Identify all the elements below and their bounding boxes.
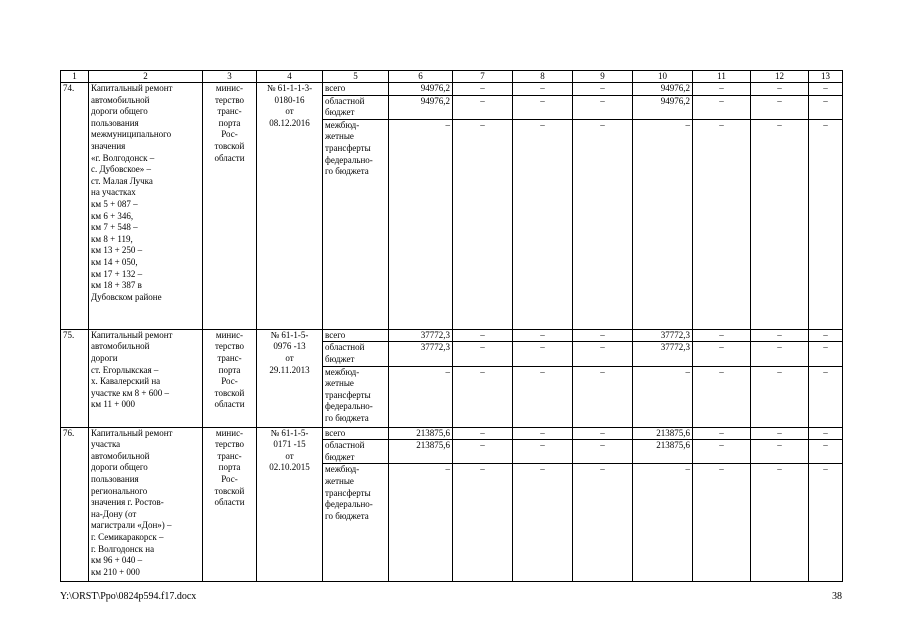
- funding-source: межбюд- жетные трансферты федерально- го бюджета: [323, 464, 389, 582]
- header-cell-8: 8: [513, 71, 573, 83]
- header-cell-4: 4: [257, 71, 323, 83]
- object-name: Капитальный ремонт участка автомобильной дороги общего пользования регионального значения г. Ростов- на-Дону (от магистрали «Дон») – г. Семикаракорск – г. Волгодонск на км 96 + 040 – км 210 + 000: [89, 427, 203, 582]
- amount-cell: –: [513, 464, 573, 582]
- amount-cell: –: [573, 342, 633, 366]
- amount-cell: –: [751, 342, 809, 366]
- amount-cell: –: [453, 342, 513, 366]
- amount-cell: –: [573, 83, 633, 96]
- header-cell-5: 5: [323, 71, 389, 83]
- amount-cell: –: [693, 342, 751, 366]
- amount-cell: –: [513, 366, 573, 427]
- amount-cell: –: [573, 95, 633, 119]
- amount-cell: –: [751, 464, 809, 582]
- header-cell-6: 6: [389, 71, 453, 83]
- amount-cell: 213875,6: [633, 440, 693, 464]
- responsible-agency: минис- терство транс- порта Рос- товской области: [203, 83, 257, 330]
- amount-cell: –: [809, 464, 843, 582]
- expertise-document: № 61-1-1-3- 0180-16 от 08.12.2016: [257, 83, 323, 330]
- amount-cell: –: [809, 440, 843, 464]
- amount-cell: –: [693, 464, 751, 582]
- amount-cell: –: [809, 95, 843, 119]
- amount-cell: –: [751, 95, 809, 119]
- amount-cell: 37772,3: [389, 329, 453, 342]
- amount-cell: –: [751, 329, 809, 342]
- amount-cell: –: [453, 95, 513, 119]
- file-path: Y:\ORST\Ppo\0824p594.f17.docx: [60, 591, 197, 602]
- amount-cell: –: [633, 366, 693, 427]
- amount-cell: –: [389, 119, 453, 329]
- amount-cell: –: [573, 119, 633, 329]
- amount-cell: –: [809, 342, 843, 366]
- amount-cell: –: [453, 366, 513, 427]
- amount-cell: –: [513, 329, 573, 342]
- amount-cell: 94976,2: [389, 83, 453, 96]
- amount-cell: –: [573, 329, 633, 342]
- amount-cell: –: [573, 427, 633, 440]
- amount-cell: 37772,3: [389, 342, 453, 366]
- amount-cell: –: [573, 366, 633, 427]
- funding-source: областной бюджет: [323, 342, 389, 366]
- amount-cell: 94976,2: [389, 95, 453, 119]
- row-number: 75.: [61, 329, 89, 427]
- funding-source: всего: [323, 83, 389, 96]
- amount-cell: –: [513, 427, 573, 440]
- header-cell-13: 13: [809, 71, 843, 83]
- amount-cell: –: [809, 329, 843, 342]
- amount-cell: –: [633, 119, 693, 329]
- amount-cell: –: [573, 464, 633, 582]
- object-name: Капитальный ремонт автомобильной дороги ст. Егорлыкская – х. Кавалерский на участке км 8 + 600 – км 11 + 000: [89, 329, 203, 427]
- amount-cell: –: [453, 83, 513, 96]
- header-cell-10: 10: [633, 71, 693, 83]
- amount-cell: –: [573, 440, 633, 464]
- expertise-document: № 61-1-5- 0171 -15 от 02.10.2015: [257, 427, 323, 582]
- amount-cell: –: [453, 464, 513, 582]
- amount-cell: –: [633, 464, 693, 582]
- funding-source: всего: [323, 329, 389, 342]
- investment-table: [60, 70, 843, 582]
- amount-cell: –: [453, 329, 513, 342]
- amount-cell: –: [693, 329, 751, 342]
- expertise-document: № 61-1-5- 0976 -13 от 29.11.2013: [257, 329, 323, 427]
- amount-cell: 213875,6: [389, 427, 453, 440]
- amount-cell: –: [453, 427, 513, 440]
- amount-cell: –: [513, 83, 573, 96]
- header-cell-1: 1: [61, 71, 89, 83]
- header-cell-3: 3: [203, 71, 257, 83]
- amount-cell: 37772,3: [633, 329, 693, 342]
- funding-source: всего: [323, 427, 389, 440]
- amount-cell: –: [513, 440, 573, 464]
- amount-cell: –: [693, 427, 751, 440]
- amount-cell: –: [809, 119, 843, 329]
- amount-cell: –: [809, 83, 843, 96]
- amount-cell: –: [751, 427, 809, 440]
- amount-cell: 94976,2: [633, 83, 693, 96]
- amount-cell: –: [693, 95, 751, 119]
- table-row: [61, 83, 843, 96]
- amount-cell: –: [751, 119, 809, 329]
- amount-cell: –: [389, 366, 453, 427]
- header-cell-2: 2: [89, 71, 203, 83]
- amount-cell: –: [751, 83, 809, 96]
- amount-cell: 213875,6: [633, 427, 693, 440]
- amount-cell: 213875,6: [389, 440, 453, 464]
- amount-cell: 37772,3: [633, 342, 693, 366]
- amount-cell: 94976,2: [633, 95, 693, 119]
- responsible-agency: минис- терство транс- порта Рос- товской области: [203, 427, 257, 582]
- row-number: 74.: [61, 83, 89, 330]
- responsible-agency: минис- терство транс- порта Рос- товской области: [203, 329, 257, 427]
- object-name: Капитальный ремонт автомобильной дороги общего пользования межмуниципального значения «г. Волгодонск – с. Дубовское» – ст. Малая Лучка на участках км 5 + 087 – км 6 + 346, км 7 + 548 – км 8 + 119, км 13 + 250 – км 14 + 050, км 17 + 132 – км 18 + 387 в Дубовском районе: [89, 83, 203, 330]
- amount-cell: –: [513, 119, 573, 329]
- header-cell-9: 9: [573, 71, 633, 83]
- header-cell-11: 11: [693, 71, 751, 83]
- funding-source: областной бюджет: [323, 440, 389, 464]
- amount-cell: –: [809, 427, 843, 440]
- header-cell-7: 7: [453, 71, 513, 83]
- amount-cell: –: [751, 440, 809, 464]
- amount-cell: –: [453, 440, 513, 464]
- amount-cell: –: [513, 342, 573, 366]
- amount-cell: –: [453, 119, 513, 329]
- amount-cell: –: [693, 119, 751, 329]
- table-row: [61, 427, 843, 440]
- page-number: 38: [832, 591, 842, 602]
- table-row: [61, 329, 843, 342]
- row-number: 76.: [61, 427, 89, 582]
- header-cell-12: 12: [751, 71, 809, 83]
- amount-cell: –: [693, 83, 751, 96]
- amount-cell: –: [389, 464, 453, 582]
- header-row: [61, 71, 843, 83]
- amount-cell: –: [809, 366, 843, 427]
- amount-cell: –: [513, 95, 573, 119]
- amount-cell: –: [751, 366, 809, 427]
- funding-source: межбюд- жетные трансферты федерально- го бюджета: [323, 119, 389, 329]
- amount-cell: –: [693, 366, 751, 427]
- funding-source: межбюд- жетные трансферты федерально- го бюджета: [323, 366, 389, 427]
- funding-source: областной бюджет: [323, 95, 389, 119]
- amount-cell: –: [693, 440, 751, 464]
